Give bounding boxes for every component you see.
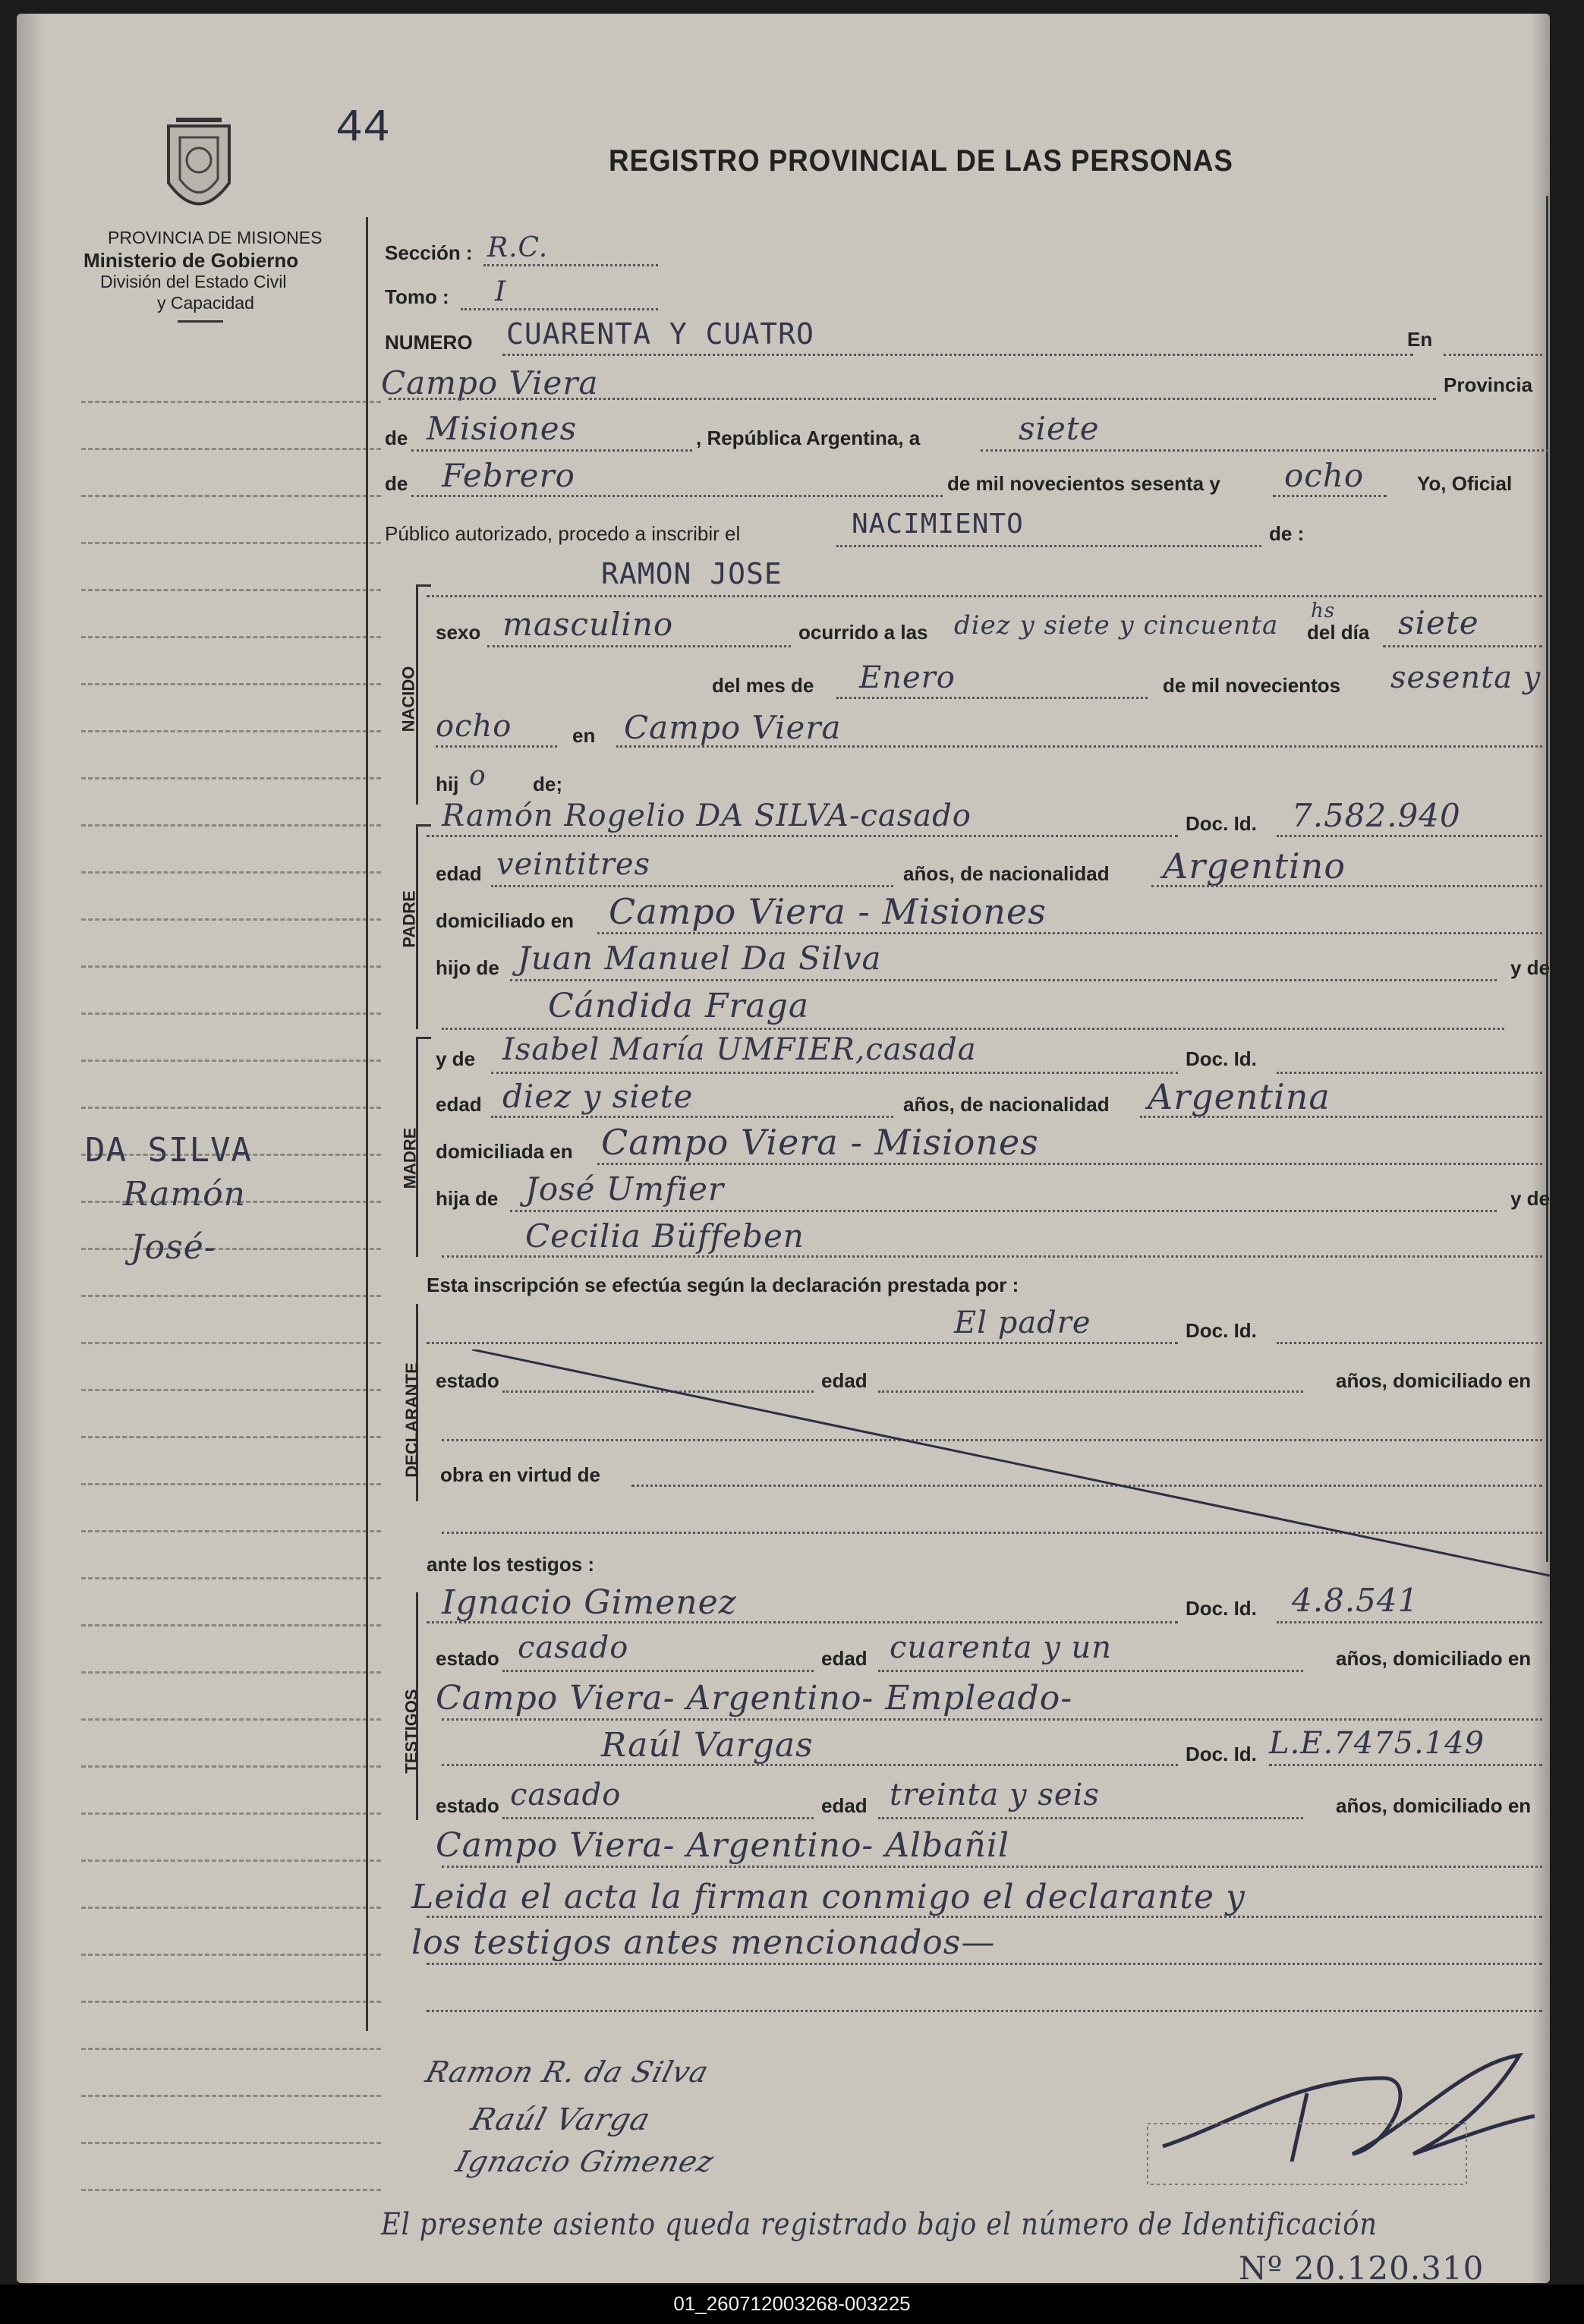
anio-line [1273,495,1387,497]
t2-dom-value: Campo Viera- Argentino- Albañil [436,1826,1010,1865]
madre-edad-value: diez y siete [502,1078,694,1115]
padre-edad-value: veintitres [496,847,651,882]
t2-anos-label: años, domiciliado en [1336,1794,1532,1817]
margin-rule [81,1295,381,1297]
seccion-label: Sección : [385,241,473,264]
padre-value: Ramón Rogelio DA SILVA-casado [442,798,971,833]
padre-nac-label: años, de nacionalidad [903,862,1110,885]
margin-rule [81,2095,381,2097]
dia-nac-line [1383,645,1542,647]
de4-label: de; [533,773,562,795]
de-label: de [385,427,408,449]
declarante-label: DECLARANTE [402,1362,421,1478]
margin-name1: Ramón [123,1175,246,1214]
main-frame-left [366,217,368,2031]
file-id-label: 01_260712003268-003225 [673,2292,911,2315]
obra-label: obra en virtud de [440,1463,600,1486]
testigo1-doc-label: Doc. Id. [1186,1597,1257,1620]
madre-label-yde: y de [436,1047,476,1070]
provincia-label: Provincia [1444,373,1533,396]
testigo1-doc-value: 4.8.541 [1292,1582,1419,1619]
provincia-value: Misiones [427,410,578,447]
ministry-line3: División del Estado Civil [100,272,287,291]
margin-rule [81,1671,381,1674]
mes-value: Febrero [442,457,575,494]
sexo-value: masculino [502,606,674,643]
decl-edad-label: edad [821,1369,868,1392]
padre-dom-line [597,932,1542,934]
t1-dom-value: Campo Viera- Argentino- Empleado- [436,1679,1073,1718]
margin-rule [81,495,381,497]
padre-dom-value: Campo Viera - Misiones [609,891,1047,932]
en-line [1444,354,1542,356]
declaracion-label: Esta inscripción se efectúa según la declaración prestada por : [427,1274,1019,1296]
nombre-line [427,595,1542,597]
hij-label: hij [436,773,459,795]
binding-shadow [17,14,46,2283]
t2-estado-value: casado [510,1778,622,1812]
t1-edad-line [878,1670,1303,1672]
padre-dom-label: domiciliado en [436,909,575,932]
madre-dom-line [597,1163,1542,1165]
margin-rule [81,730,381,732]
anio-nac2-value: ocho [436,709,512,744]
dia-nac-value: siete [1398,604,1479,641]
hijo-value: o [469,760,487,792]
en-label: En [1407,328,1433,351]
margin-rule [81,1812,381,1815]
dia-line [981,449,1550,452]
margin-rule [81,1060,381,1062]
margin-rule [81,824,381,827]
t2-edad-label: edad [821,1794,868,1817]
madre-line [491,1072,1178,1074]
testigos-label: TESTIGOS [402,1689,421,1774]
testigo2-doc-value: L.E.7475.149 [1269,1726,1485,1761]
t2-dom-line [442,1866,1542,1868]
t1-estado-line [502,1670,814,1672]
sexo-line [487,645,791,647]
anio-nac2-line [436,745,557,748]
margin-rule [81,1483,381,1485]
margin-rule [81,401,381,403]
abuela-mat-value: Cecilia Büffeben [525,1217,805,1255]
signature-testigo1: Ignacio Gimenez [452,2145,718,2178]
cierre-line1-rule [427,1916,1542,1918]
lugar-line [389,398,1436,400]
abuelo-pat-line [510,979,1497,981]
madre-nac-label: años, de nacionalidad [903,1093,1110,1116]
signature-padre: Ramon R. da Silva [422,2055,713,2089]
margin-rule [81,1577,381,1579]
seccion-line [483,264,658,266]
y-de-label: y de [1510,956,1550,979]
mes-nac-line [836,697,1148,699]
de2-label: de [385,472,408,495]
tomo-line [461,308,658,310]
document-page [17,14,1550,2283]
nacido-label: NACIDO [398,666,418,732]
del-dia-label: del día [1307,621,1370,644]
registro-number: Nº 20.120.310 [1239,2250,1485,2283]
padre-doc-line [1277,835,1542,837]
anio-value: ocho [1284,457,1365,494]
provincia-line [411,449,692,452]
declarante-line [427,1342,1178,1344]
t2-estado-label: estado [436,1794,499,1817]
margin-rule [81,2142,381,2144]
testigo2-value: Raúl Vargas [601,1726,814,1765]
cierre-line2: los testigos antes mencionados— [411,1923,996,1962]
hijo-de-label: hijo de [436,956,499,979]
margin-rule [81,871,381,874]
y-de-mat-label: y de [1510,1187,1550,1210]
madre-edad-line [491,1116,893,1118]
acto-line [836,545,1261,547]
margin-rule [81,683,381,685]
madre-dom-value: Campo Viera - Misiones [601,1122,1039,1163]
declarante-doc-label: Doc. Id. [1186,1319,1257,1342]
padre-doc-label: Doc. Id. [1186,812,1257,835]
en2-label: en [572,724,596,747]
madre-doc-line [1277,1072,1542,1074]
madre-bracket-top [416,1037,431,1039]
tomo-value: I [495,276,507,307]
ante-label: ante los testigos : [427,1553,595,1576]
hija-de-label: hija de [436,1187,499,1210]
ministry-line2: Ministerio de Gobierno [83,249,299,272]
page-title: REGISTRO PROVINCIAL DE LAS PERSONAS [609,144,1233,178]
madre-nac-value: Argentina [1148,1076,1330,1117]
margin-rule [81,2189,381,2191]
official-signature-icon [1140,2033,1550,2192]
t1-estado-label: estado [436,1647,499,1670]
registro-note: El presente asiento queda registrado bajo el número de Identificación [381,2207,1378,2242]
acto-value: NACIMIENTO [852,509,1024,540]
t1-estado-value: casado [518,1630,629,1665]
margin-rule [81,1248,381,1250]
abuela-mat-line [442,1255,1542,1258]
margin-rule [81,918,381,921]
margin-rule [81,1860,381,1862]
lugar-nac-line [616,745,1542,748]
padre-label: PADRE [399,890,419,948]
margin-rule [81,1107,381,1109]
margin-rule [81,1765,381,1768]
margin-rule [81,1436,381,1438]
mil-novecientos-label: de mil novecientos sesenta y [947,472,1220,495]
margin-rule [81,1624,381,1626]
testigo2-doc-label: Doc. Id. [1186,1743,1257,1765]
dia-value: siete [1019,410,1100,447]
hs-value: hs [1311,600,1336,622]
declarante-doc-line [1277,1342,1542,1344]
madre-edad-label: edad [436,1093,482,1116]
declarante-value: El padre [954,1305,1091,1340]
madre-doc-label: Doc. Id. [1186,1047,1257,1070]
cierre-line2-rule [427,1963,1542,1965]
padre-bracket-top [416,824,431,827]
margin-rule [81,2048,381,2050]
margin-rule [81,2001,381,2003]
lugar-value: Campo Viera [381,364,599,402]
abuelo-mat-value: José Umfier [525,1170,725,1208]
republica-label: , República Argentina, a [696,427,921,449]
yo-oficial-label: Yo, Oficial [1417,472,1513,495]
margin-rule [81,1907,381,1909]
sexo-label: sexo [436,621,481,644]
page-number: 44 [335,103,391,155]
margin-rule [81,1389,381,1391]
cierre-line1: Leida el acta la firman conmigo el declarante y [411,1878,1245,1916]
ministry-line1: PROVINCIA DE MISIONES [108,228,323,247]
t1-anos-label: años, domiciliado en [1336,1647,1532,1670]
abuelo-mat-line [510,1210,1497,1212]
t1-dom-line [442,1718,1542,1721]
hora-value: diez y siete y cincuenta [954,610,1279,641]
footer-bar [0,2285,1584,2324]
padre-edad-line [491,885,893,887]
tomo-label: Tomo : [385,285,449,308]
padre-doc-value: 7.582.940 [1292,797,1461,834]
seccion-value: R.C. [487,232,549,263]
t2-estado-line [502,1817,814,1819]
testigo2-line [442,1764,1178,1766]
abuela-pat-line [442,1028,1504,1030]
testigo2-doc-line [1269,1764,1542,1766]
t1-edad-value: cuarenta y un [890,1630,1113,1665]
margin-rule [81,965,381,968]
padre-edad-label: edad [436,862,482,885]
madre-dom-label: domiciliada en [436,1140,573,1163]
mes-line [411,495,943,497]
blank-rule-1 [427,2010,1542,2012]
numero-line [502,354,1413,356]
margin-rule [81,777,381,779]
madre-nac-line [1140,1116,1542,1118]
testigo1-doc-line [1277,1621,1542,1623]
t1-edad-label: edad [821,1647,868,1670]
margin-rule [81,542,381,544]
decl-anos-label: años, domiciliado en [1336,1369,1532,1392]
signature-testigo2: Raúl Varga [467,2102,654,2137]
margin-rule [81,1954,381,1956]
margin-surname: DA SILVA [85,1131,252,1170]
de3-label: de : [1269,522,1305,545]
margin-name2: José- [131,1228,216,1267]
ministry-line4: y Capacidad [157,293,254,313]
de-mil-label: de mil novecientos [1163,674,1341,697]
publico-label: Público autorizado, procedo a inscribir el [385,522,741,545]
provincial-seal-icon [161,111,237,225]
ocurrido-label: ocurrido a las [798,621,928,644]
numero-value: CUARENTA Y CUATRO [506,317,814,351]
t2-edad-line [878,1817,1303,1819]
padre-nac-value: Argentino [1163,846,1346,886]
margin-rule [81,448,381,450]
strike-through-line [472,1349,1550,1577]
anio-nac1-value: sesenta y [1390,660,1541,695]
margin-rule [81,636,381,638]
margin-rule [81,1530,381,1532]
testigo1-line [427,1621,1178,1623]
nombre-value: RAMON JOSE [601,557,783,590]
del-mes-label: del mes de [712,674,814,697]
nacido-bracket-top [416,584,431,587]
madre-label: MADRE [400,1127,420,1189]
testigo1-value: Ignacio Gimenez [442,1583,737,1622]
lugar-nac-value: Campo Viera [624,709,842,746]
numero-label: NUMERO [385,331,473,354]
decl-estado-label: estado [436,1369,499,1392]
padre-line [427,835,1178,837]
madre-value: Isabel María UMFIER,casada [502,1032,977,1067]
abuela-pat-value: Cándida Fraga [548,987,810,1025]
t2-edad-value: treinta y seis [890,1778,1100,1812]
margin-rule [81,1342,381,1344]
margin-rule [81,1012,381,1015]
ministry-underline [178,320,223,323]
margin-rule [81,589,381,591]
abuelo-pat-value: Juan Manuel Da Silva [518,940,882,977]
margin-rule [81,1718,381,1721]
padre-nac-line [1151,885,1542,887]
mes-nac-value: Enero [859,660,956,695]
